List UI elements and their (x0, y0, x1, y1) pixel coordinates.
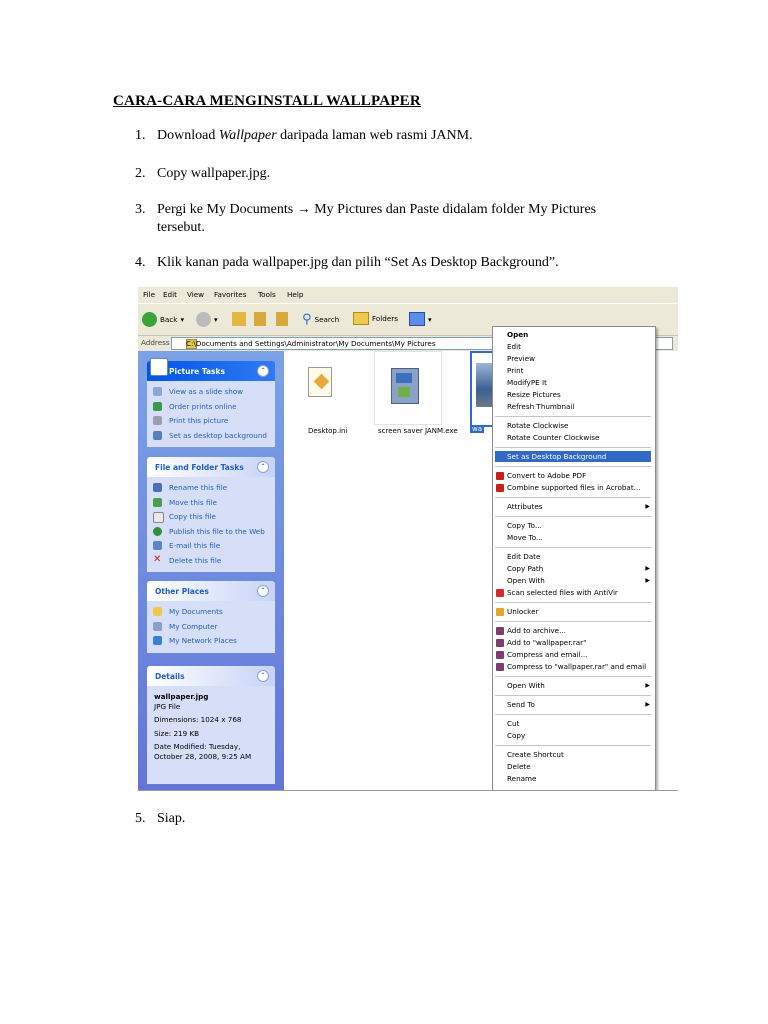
installer-icon (391, 368, 419, 404)
globe-icon (153, 527, 162, 536)
collapse-icon[interactable]: ⌃ (257, 670, 269, 682)
detail-filename: wallpaper.jpg (154, 692, 209, 701)
task-item[interactable]: E-mail this file (147, 539, 275, 554)
menu-item-attributes[interactable]: Attributes (507, 502, 543, 511)
menu-separator (495, 621, 651, 622)
task-item[interactable]: Copy this file (147, 510, 275, 525)
menu-item-create-shortcut[interactable]: Create Shortcut (507, 750, 564, 759)
menu-item-delete[interactable]: Delete (507, 762, 531, 771)
menu-item-rotate-ccw[interactable]: Rotate Counter Clockwise (507, 433, 600, 442)
folders-label: Folders (372, 314, 398, 323)
menu-item-refresh-thumbnail[interactable]: Refresh Thumbnail (507, 402, 575, 411)
task-item[interactable]: Rename this file (147, 481, 275, 496)
menu-separator (495, 695, 651, 696)
file-desktop-ini[interactable] (284, 351, 350, 423)
search-icon: ⚲ (302, 312, 312, 327)
winrar-icon (496, 663, 504, 671)
network-icon (153, 636, 162, 645)
menu-edit[interactable]: Edit (163, 290, 177, 299)
task-item[interactable]: Move this file (147, 496, 275, 511)
step-number: 2. (135, 166, 146, 181)
file-name: screen saver JANM.exe (378, 427, 458, 435)
explorer-screenshot (138, 287, 678, 791)
back-arrow-icon (142, 312, 157, 327)
submenu-arrow-icon: ▶ (645, 577, 650, 584)
menu-item-open-with-2[interactable]: Open With (507, 681, 545, 690)
my-computer-icon (153, 622, 162, 631)
panel-title: Picture Tasks (169, 367, 225, 376)
task-item[interactable]: ✕ Delete this file (153, 553, 222, 565)
menu-item-resize[interactable]: Resize Pictures (507, 390, 561, 399)
rename-icon (153, 483, 162, 492)
unlocker-icon (496, 608, 504, 616)
menu-file[interactable]: File (143, 290, 156, 299)
step-text: Klik kanan pada wallpaper.jpg dan pilih “Set As Desktop Background”. (157, 255, 559, 270)
picture-tasks-list (147, 381, 275, 447)
file-folder-tasks-list (147, 477, 275, 572)
menu-view[interactable]: View (187, 290, 205, 299)
detail-dimensions: Dimensions: 1024 x 768 (154, 715, 242, 724)
copy-icon (153, 512, 164, 523)
context-menu (492, 326, 656, 791)
picture-tasks-panel (147, 361, 275, 447)
picture-icon (150, 358, 168, 376)
globe-icon (153, 402, 162, 411)
details-panel (147, 666, 275, 784)
collapse-icon[interactable]: ⌃ (257, 585, 269, 597)
task-item[interactable]: Print this picture (147, 414, 275, 429)
other-places-header[interactable] (147, 581, 275, 601)
menu-separator (495, 466, 651, 467)
menu-item-copy-path[interactable]: Copy Path (507, 564, 544, 573)
detail-modified-date: October 28, 2008, 9:25 AM (154, 751, 252, 761)
menu-item-move-to[interactable]: Move To... (507, 533, 543, 542)
task-item[interactable]: Set as desktop background (147, 429, 275, 444)
move-icon (153, 498, 162, 507)
place-item[interactable]: My Computer (147, 620, 275, 635)
menu-separator (495, 714, 651, 715)
menu-item-preview[interactable]: Preview (507, 354, 535, 363)
menu-separator (495, 745, 651, 746)
views-icon (409, 312, 425, 326)
forward-arrow-icon (196, 312, 211, 327)
copy-to-icon[interactable] (276, 312, 288, 326)
other-places-list (147, 601, 275, 653)
panel-title: Details (155, 672, 185, 681)
address-label: Address (141, 338, 170, 347)
back-label: Back (160, 315, 178, 324)
file-name: Desktop.ini (308, 427, 348, 435)
panel-title: File and Folder Tasks (155, 463, 244, 472)
antivir-icon (496, 589, 504, 597)
menu-item-copy-to[interactable]: Copy To... (507, 521, 542, 530)
task-item[interactable]: View as a slide show (147, 385, 275, 400)
email-icon (153, 541, 162, 550)
task-item[interactable]: Order prints online (147, 400, 275, 415)
detail-size: Size: 219 KB (154, 728, 200, 738)
forward-button[interactable] (196, 312, 218, 327)
panel-title: Other Places (155, 587, 209, 596)
menu-item-compress-email[interactable]: Compress and email... (507, 650, 588, 659)
my-documents-icon (153, 607, 162, 616)
step-number: 1. (135, 128, 146, 143)
file-screensaver[interactable] (374, 351, 442, 425)
document-title: CARA-CARA MENGINSTALL WALLPAPER (113, 93, 421, 109)
winrar-icon (496, 651, 504, 659)
menu-help[interactable]: Help (287, 290, 304, 299)
step-text: Siap. (157, 811, 186, 826)
menu-item-add-rar[interactable]: Add to "wallpaper.rar" (507, 638, 587, 647)
menu-item-scan-antivir[interactable]: Scan selected files with AntiVir (507, 588, 618, 597)
place-item[interactable]: My Network Places (147, 634, 275, 649)
winrar-icon (496, 639, 504, 647)
step-number: 5. (135, 811, 146, 826)
folders-icon (353, 312, 369, 325)
menu-separator (495, 516, 651, 517)
step-emphasis: Wallpaper (218, 128, 277, 143)
chevron-down-icon: ▾ (214, 315, 218, 324)
menu-item-compress-rar-email[interactable]: Compress to "wallpaper.rar" and email (507, 662, 647, 671)
address-value: C:\Documents and Settings\Administrator\My Documents\My Pictures (186, 339, 436, 348)
details-header[interactable] (147, 666, 275, 686)
step-number: 3. (135, 202, 146, 217)
menu-item-add-archive[interactable]: Add to archive... (507, 626, 566, 635)
folders-button[interactable] (353, 312, 398, 325)
collapse-icon[interactable]: ⌃ (257, 365, 269, 377)
printer-icon (153, 416, 162, 425)
task-item[interactable]: Publish this file to the Web (147, 525, 275, 540)
menu-separator (495, 447, 651, 448)
submenu-arrow-icon: ▶ (645, 682, 650, 689)
menu-item-set-desktop-background[interactable]: Set as Desktop Background (507, 452, 607, 461)
menu-item-edit-date[interactable]: Edit Date (507, 552, 541, 561)
submenu-arrow-icon: ▶ (645, 503, 650, 510)
menu-item-print[interactable]: Print (507, 366, 524, 375)
submenu-arrow-icon: ▶ (645, 701, 650, 708)
menu-bar (138, 287, 678, 303)
menu-separator (495, 602, 651, 603)
file-folder-tasks-panel (147, 457, 275, 572)
place-item[interactable]: My Documents (147, 605, 275, 620)
back-button[interactable] (142, 312, 184, 327)
step-text: Download Wallpaper daripada laman web rasmi JANM. (157, 128, 473, 143)
task-pane (138, 351, 284, 790)
pdf-icon (496, 472, 504, 480)
up-folder-icon[interactable] (232, 312, 246, 326)
menu-item-combine-acrobat[interactable]: Combine supported files in Acrobat... (507, 483, 641, 492)
search-label: Search (314, 315, 340, 324)
menu-item-rename[interactable]: Rename (507, 774, 537, 783)
desktop-icon (153, 431, 162, 440)
menu-item-unlocker[interactable]: Unlocker (507, 607, 539, 616)
delete-icon: ✕ (153, 553, 162, 565)
other-places-panel (147, 581, 275, 653)
views-button[interactable] (409, 312, 432, 326)
step-number: 4. (135, 255, 146, 270)
menu-separator (495, 416, 651, 417)
menu-item-send-to[interactable]: Send To (507, 700, 535, 709)
acrobat-icon (496, 484, 504, 492)
file-name-selected: wa (472, 425, 483, 433)
chevron-down-icon: ▾ (428, 314, 432, 324)
slideshow-icon (153, 387, 162, 396)
menu-item-convert-pdf[interactable]: Convert to Adobe PDF (507, 471, 587, 480)
file-folder-tasks-header[interactable] (147, 457, 275, 477)
step-text: Pergi ke My Documents → My Pictures dan Paste didalam folder My Pictures tersebut. (157, 202, 597, 235)
submenu-arrow-icon: ▶ (645, 565, 650, 572)
menu-separator (495, 676, 651, 677)
step-text: Copy wallpaper.jpg. (157, 166, 271, 181)
winrar-icon (496, 627, 504, 635)
menu-item-open[interactable]: Open (507, 330, 529, 339)
detail-type: JPG File (154, 701, 181, 711)
menu-favorites[interactable]: Favorites (214, 290, 247, 299)
menu-item-cut[interactable]: Cut (507, 719, 520, 728)
move-to-icon[interactable] (254, 312, 266, 326)
chevron-down-icon: ▾ (180, 315, 185, 324)
menu-separator (495, 547, 651, 548)
detail-modified: Date Modified: Tuesday, (154, 742, 241, 751)
menu-separator (495, 497, 651, 498)
menu-tools[interactable]: Tools (258, 290, 276, 299)
menu-item-edit[interactable]: Edit (507, 342, 521, 351)
picture-tasks-header[interactable] (147, 361, 275, 381)
details-body (147, 686, 275, 784)
settings-file-icon (308, 367, 332, 397)
menu-item-rotate-cw[interactable]: Rotate Clockwise (507, 421, 569, 430)
menu-item-copy[interactable]: Copy (507, 731, 526, 740)
search-button[interactable] (302, 312, 339, 327)
collapse-icon[interactable]: ⌃ (257, 461, 269, 473)
menu-item-modifype[interactable]: ModifyPE It (507, 378, 547, 387)
menu-item-open-with-1[interactable]: Open With (507, 576, 545, 585)
